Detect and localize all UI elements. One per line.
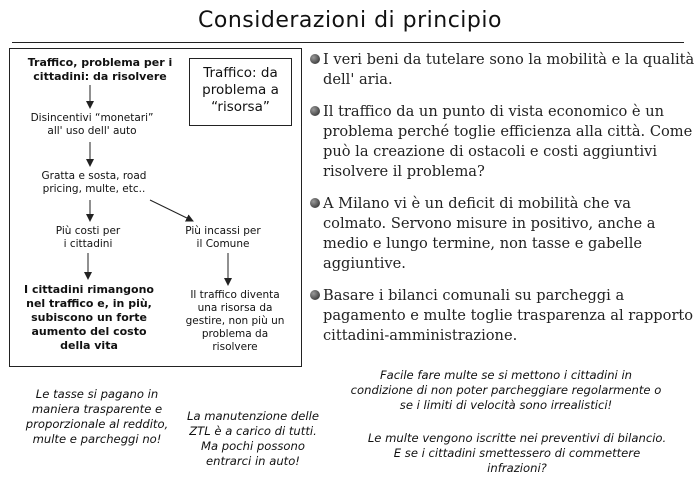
bullet-item: Basare i bilanci comunali su parcheggi a pagamento e multe toglie trasparenza al rapporto cittadini-amministrazione. [310,286,695,346]
flow-city-outcome: Il traffico diventa una risorsa da gestire, non più un problema da risolvere [185,289,285,353]
flow-problem: Traffico, problema per i cittadini: da risolvere [27,56,173,83]
bullet-icon [310,106,320,116]
page-title: Considerazioni di principio [198,8,502,33]
bullet-item: A Milano vi è un deficit di mobilità che va colmato. Servono misure in positivo, anche a medio e lungo termine, non tasse e gabelle aggiuntive. [310,194,695,274]
bullet-icon [310,54,320,64]
note-budget: Le multe vengono iscritte nei preventivi di bilancio. E se i cittadini smettessero di commettere infrazioni? [367,431,667,475]
flow-citizen-costs: Più costi per i cittadini [55,225,121,250]
bullet-item: Il traffico da un punto di vista economico è un problema perché toglie efficienza alla città. Come può la creazione di ostacoli e costi aggiuntivi risolvere il problema? [310,102,695,182]
resource-box: Traffico: da problema a “risorsa” [189,58,292,126]
note-ztl: La manutenzione delle ZTL è a carico di tutti. Ma pochi possono entrarci in auto! [186,409,319,468]
bullet-icon [310,290,320,300]
flow-disincentives: Disincentivi “monetari” all' uso dell' auto [30,112,154,137]
bullet-item: I veri beni da tutelare sono la mobilità e la qualità dell' aria. [310,50,695,90]
bullet-icon [310,198,320,208]
note-taxes: Le tasse si pagano in maniera trasparente e proporzionale al reddito, multe e parcheggi no! [25,387,169,446]
title-divider [12,42,684,43]
flow-measures: Gratta e sosta, road pricing, multe, etc.. [41,170,147,195]
note-fines: Facile fare multe se si mettono i cittadini in condizione di non poter parcheggiare regolarmente o se i limiti di velocità sono irrealistici! [350,368,662,412]
flow-citizen-outcome: I cittadini rimangono nel traffico e, in più, subiscono un forte aumento del costo della vita [24,283,154,352]
bullet-list [310,50,695,358]
flow-city-income: Più incassi per il Comune [185,225,261,250]
